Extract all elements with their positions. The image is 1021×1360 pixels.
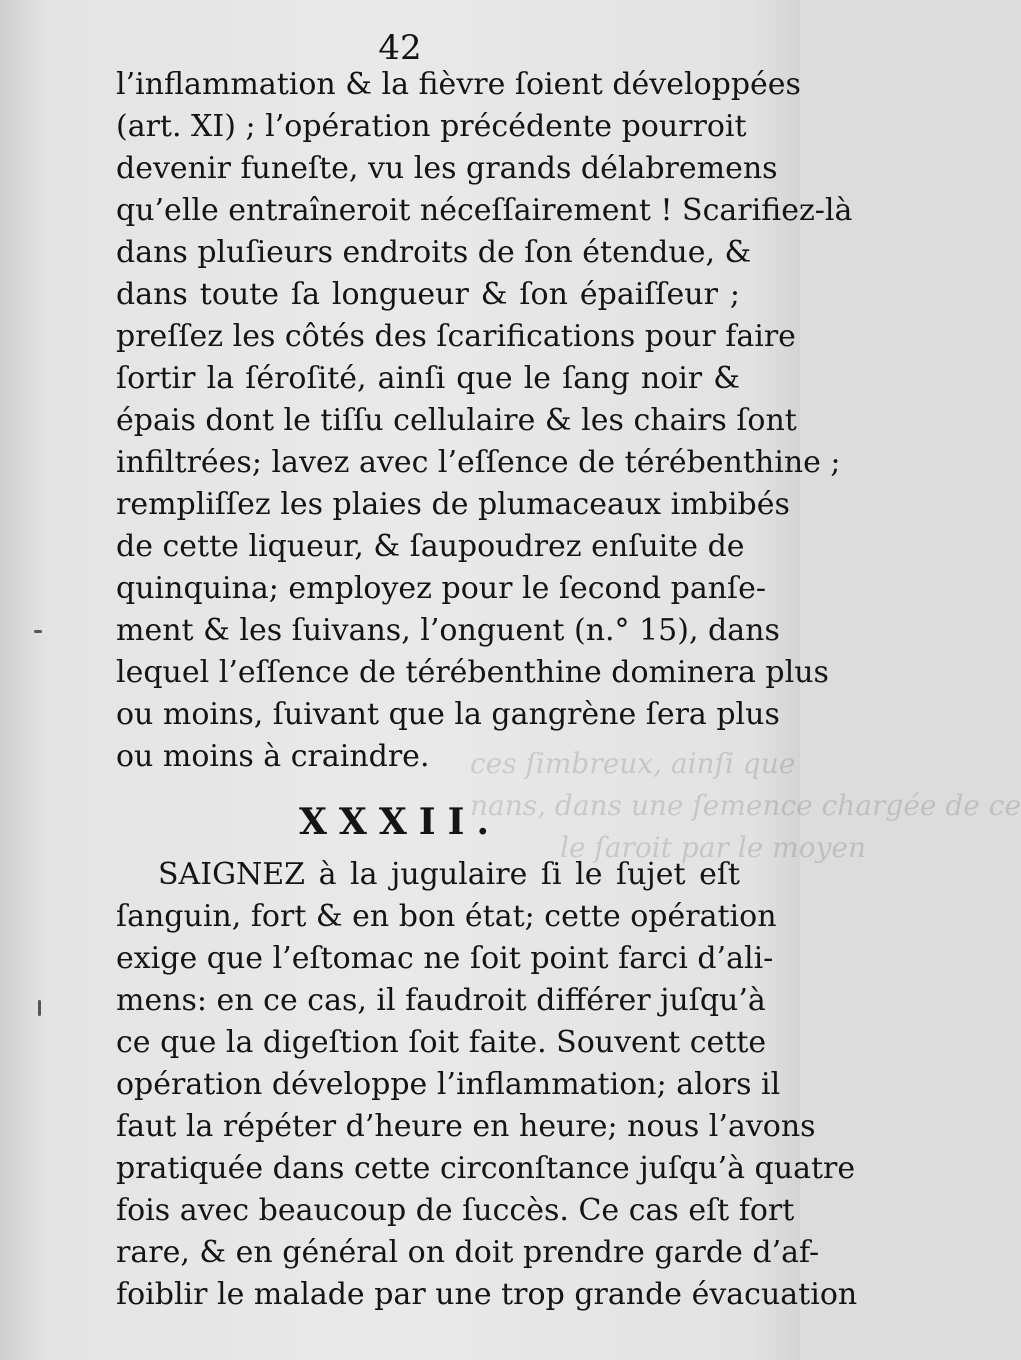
text-line: quinquina; employez pour le ſecond panſe- — [116, 571, 767, 606]
text-line: faut la répéter d’heure en heure; nous l’avons — [116, 1109, 816, 1144]
text-line: infiltrées; lavez avec l’eſſence de térébenthine ; — [116, 445, 841, 480]
text-line: ce que la digeſtion ſoit faite. Souvent cette — [116, 1025, 767, 1060]
bleed-through-text: le ſaroit par le moyen — [560, 831, 866, 864]
section-heading: XXXII. — [298, 801, 501, 843]
text-line: (art. XI) ; l’opération précédente pourroit — [116, 109, 747, 144]
text-line: qu’elle entraîneroit néceſſairement ! Scarifiez-là — [116, 193, 853, 228]
text-line: dans toute ſa longueur & ſon épaiſſeur ; — [116, 277, 740, 312]
text-line: fois avec beaucoup de ſuccès. Ce cas eſt fort — [116, 1193, 795, 1228]
text-line: mens: en ce cas, il faudroit différer juſqu’à — [116, 983, 766, 1018]
margin-mark — [34, 630, 42, 633]
text-line: lequel l’eſſence de térébenthine dominera plus — [116, 655, 829, 690]
text-line: ou moins, ſuivant que la gangrène ſera plus — [116, 697, 780, 732]
bleed-through-text: ces ſimbreux, ainſi que — [470, 747, 796, 780]
text-line: ment & les ſuivans, l’onguent (n.° 15), dans — [116, 613, 780, 648]
paragraph-1 — [116, 64, 853, 778]
text-line: épais dont le tiſſu cellulaire & les chairs ſont — [116, 403, 797, 438]
bleed-through-text: nans, dans une ſemence chargée de ce — [470, 789, 1021, 822]
text-line: ſortir la ſéroſité, ainſi que le ſang noir & — [116, 361, 740, 396]
text-line: dans pluſieurs endroits de ſon étendue, & — [116, 235, 752, 270]
text-line: ou moins à craindre. — [116, 739, 430, 774]
text-line: de cette liqueur, & ſaupoudrez enſuite de — [116, 529, 745, 564]
text-line: devenir funeſte, vu les grands délabremens — [116, 151, 778, 186]
paragraph-2 — [116, 854, 858, 1316]
text-line: exige que l’eſtomac ne ſoit point farci d’ali- — [116, 941, 774, 976]
text-line: opération développe l’inflammation; alors il — [116, 1067, 781, 1102]
page-number: 42 — [378, 28, 422, 68]
margin-mark — [38, 1000, 41, 1016]
text-line: pratiquée dans cette circonſtance juſqu’à quatre — [116, 1151, 856, 1186]
text-line: ſanguin, fort & en bon état; cette opération — [116, 899, 777, 934]
text-line: preſſez les côtés des ſcarifications pour faire — [116, 319, 796, 354]
text-line: foiblir le malade par une trop grande évacuation — [116, 1277, 858, 1312]
text-line: l’inflammation & la fièvre ſoient développées — [116, 67, 801, 102]
text-line: SAIGNEZ à la jugulaire ſi le ſujet eſt — [158, 857, 740, 892]
text-line: rare, & en général on doit prendre garde d’af- — [116, 1235, 820, 1270]
text-line: rempliſſez les plaies de plumaceaux imbibés — [116, 487, 790, 522]
